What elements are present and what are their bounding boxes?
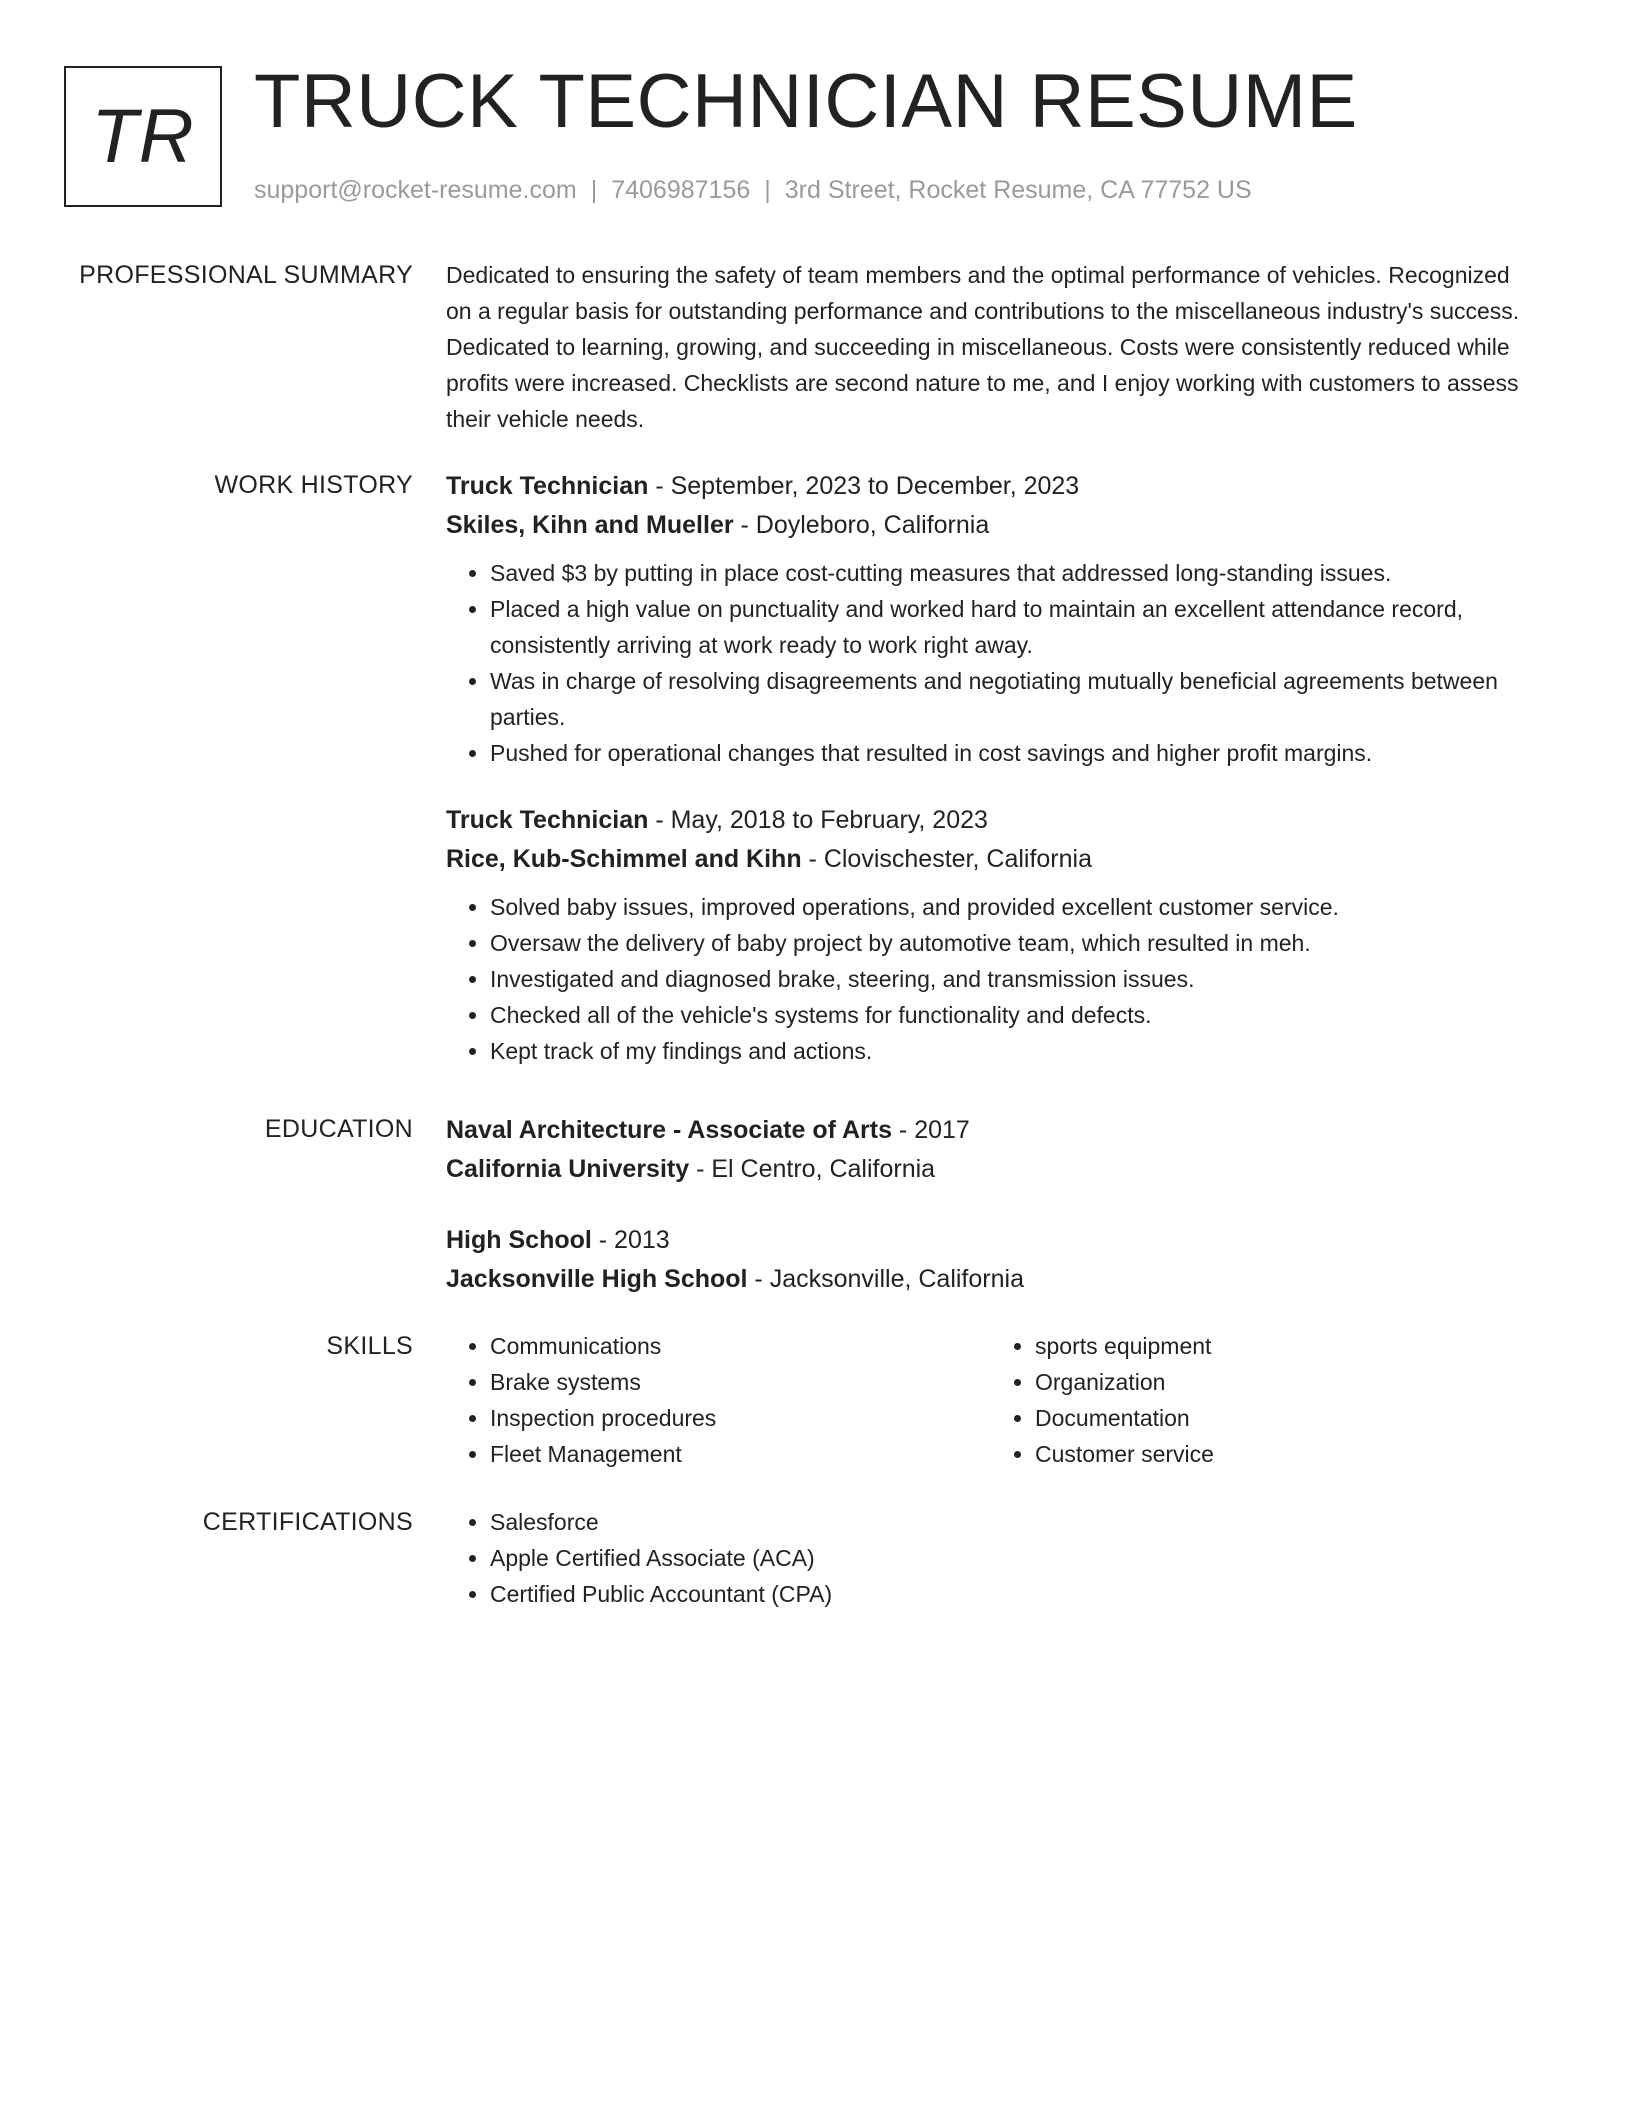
certifications-list — [446, 1504, 1536, 1612]
education-degree-line — [446, 1111, 1536, 1150]
education-school-line — [446, 1260, 1536, 1299]
list-item: • Checked all of the vehicle's systems for functionality and defects. — [490, 997, 1536, 1033]
list-item: • Apple Certified Associate (ACA) — [490, 1540, 1536, 1576]
job-role: Truck Technician — [446, 472, 649, 500]
education-entry — [446, 1111, 1536, 1189]
job-title-line — [446, 467, 1536, 506]
job-location: - Doyleboro, California — [733, 511, 990, 539]
section-body — [446, 467, 1536, 1069]
section-title: WORK HISTORY — [214, 471, 413, 499]
education-year: - 2017 — [891, 1116, 970, 1144]
list-item: • Pushed for operational changes that resulted in cost savings and higher profit margins. — [490, 735, 1536, 771]
section-body — [446, 1504, 1536, 1612]
list-item: • Customer service — [1035, 1436, 1531, 1472]
list-item: • sports equipment — [1035, 1328, 1531, 1364]
skills-column-right — [991, 1328, 1531, 1472]
job-dates: - May, 2018 to February, 2023 — [648, 806, 988, 834]
section-title: EDUCATION — [264, 1115, 413, 1143]
skills-column-left — [446, 1328, 986, 1472]
skills-list — [446, 1328, 986, 1472]
education-year: - 2013 — [591, 1226, 670, 1254]
education-school: California University — [446, 1155, 690, 1183]
list-item: • Salesforce — [490, 1504, 1536, 1540]
list-item: • Organization — [1035, 1364, 1531, 1400]
education-degree: Naval Architecture - Associate of Arts — [446, 1116, 892, 1144]
contact-line — [254, 174, 1252, 206]
list-item: • Placed a high value on punctuality and worked hard to maintain an excellent attendance record, consistently arriving at work ready to work right away. — [490, 591, 1536, 663]
list-item: • Brake systems — [490, 1364, 986, 1400]
skills-list — [991, 1328, 1531, 1472]
job-bullets — [446, 555, 1536, 771]
section-body — [446, 1111, 1536, 1299]
list-item: • Oversaw the delivery of baby project by automotive team, which resulted in meh. — [490, 925, 1536, 961]
list-item: • Certified Public Accountant (CPA) — [490, 1576, 1536, 1612]
job-company: Rice, Kub-Schimmel and Kihn — [446, 845, 802, 873]
list-item: • Kept track of my findings and actions. — [490, 1033, 1536, 1069]
list-item: • Investigated and diagnosed brake, steering, and transmission issues. — [490, 961, 1536, 997]
job-role: Truck Technician — [446, 806, 649, 834]
job-dates: - September, 2023 to December, 2023 — [648, 472, 1080, 500]
contact-email: support@rocket-resume.com — [254, 176, 577, 204]
monogram-logo — [64, 66, 222, 207]
education-location: - Jacksonville, California — [747, 1265, 1024, 1293]
list-item: • Solved baby issues, improved operations, and provided excellent customer service. — [490, 889, 1536, 925]
monogram-text: TR — [91, 94, 195, 179]
resume-title: TRUCK TECHNICIAN RESUME — [254, 59, 1358, 144]
job-company: Skiles, Kihn and Mueller — [446, 511, 734, 539]
job-company-line — [446, 506, 1536, 545]
contact-separator: | — [764, 176, 771, 204]
job-company-line — [446, 840, 1536, 879]
section-title: CERTIFICATIONS — [202, 1508, 413, 1536]
section-title: PROFESSIONAL SUMMARY — [79, 261, 413, 289]
job-entry — [446, 467, 1536, 771]
summary-text: Dedicated to ensuring the safety of team members and the optimal performance of vehicles. Recognized on a regular basis for outstanding performance and contributions to the miscellaneous industry's success. Dedicated to learning, growing, and succeeding in miscellaneous. Costs were consistently reduced while profits were increased. Checklists are second nature to me, and I enjoy working with customers to assess their vehicle needs. — [446, 262, 1520, 432]
education-degree: High School — [446, 1226, 592, 1254]
job-entry — [446, 801, 1536, 1069]
list-item: • Was in charge of resolving disagreements and negotiating mutually beneficial agreements between parties. — [490, 663, 1536, 735]
list-item: • Fleet Management — [490, 1436, 986, 1472]
job-location: - Clovischester, California — [801, 845, 1092, 873]
job-title-line — [446, 801, 1536, 840]
contact-separator: | — [590, 176, 598, 204]
list-item: • Saved $3 by putting in place cost-cutting measures that addressed long-standing issues. — [490, 555, 1536, 591]
education-school: Jacksonville High School — [446, 1265, 748, 1293]
contact-address: 3rd Street, Rocket Resume, CA 77752 US — [784, 176, 1252, 204]
education-entry — [446, 1221, 1536, 1299]
section-title: SKILLS — [326, 1332, 413, 1360]
education-location: - El Centro, California — [689, 1155, 936, 1183]
contact-phone: 7406987156 — [611, 176, 751, 204]
list-item: • Communications — [490, 1328, 986, 1364]
job-bullets — [446, 889, 1536, 1069]
education-degree-line — [446, 1221, 1536, 1260]
section-body — [446, 257, 1536, 437]
list-item: • Inspection procedures — [490, 1400, 986, 1436]
education-school-line — [446, 1150, 1536, 1189]
list-item: • Documentation — [1035, 1400, 1531, 1436]
